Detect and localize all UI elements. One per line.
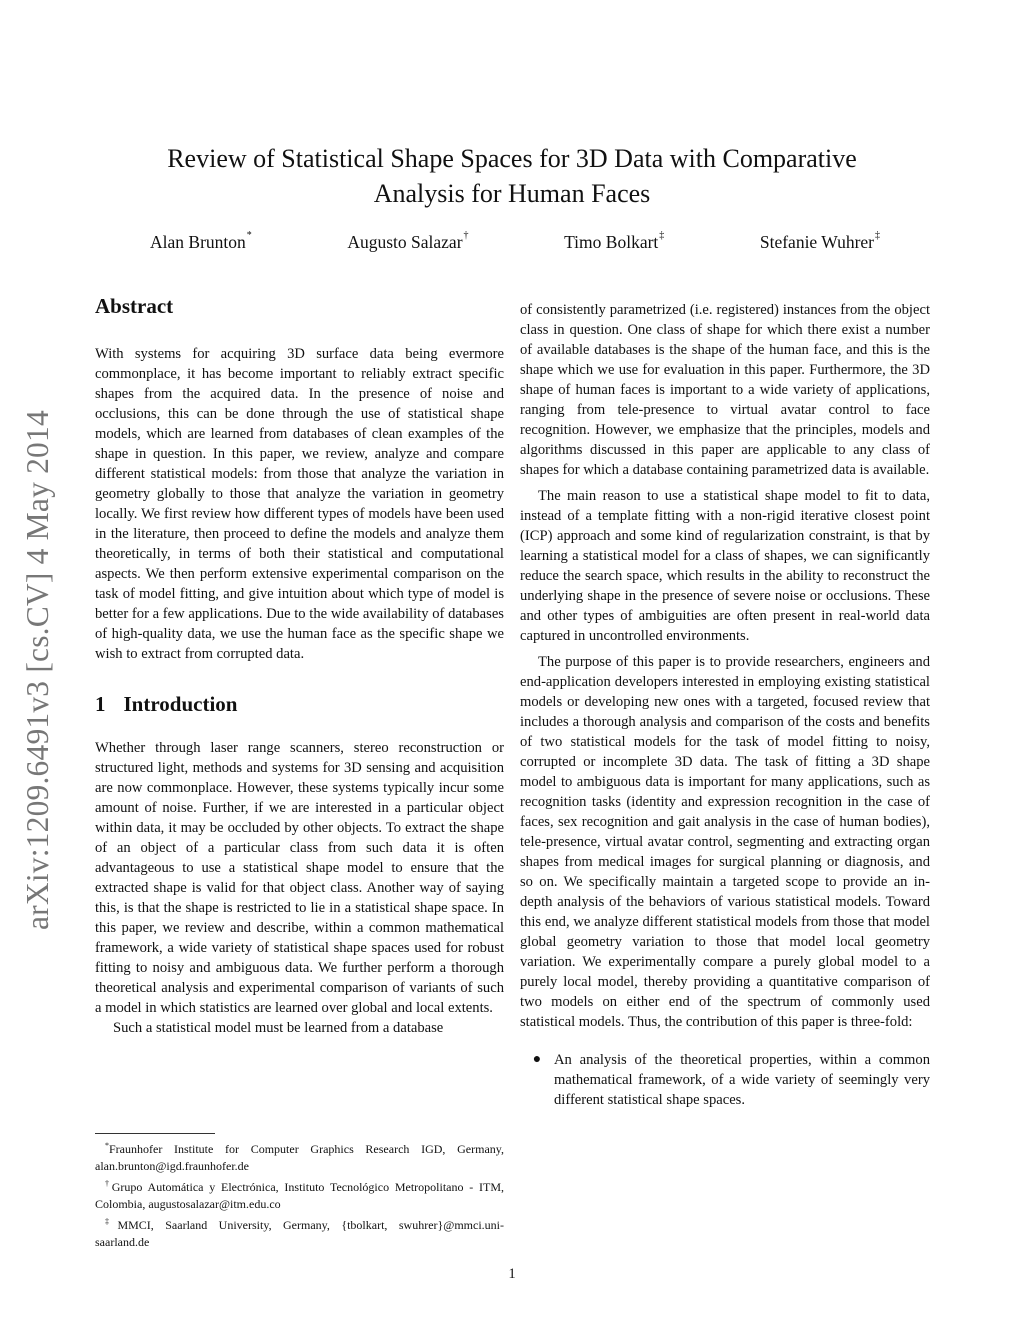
author: Timo Bolkart‡ [564,230,665,252]
footnote: *Fraunhofer Institute for Computer Graphics Research IGD, Germany, alan.brunton@igd.fraunhofer.de [95,1141,504,1173]
footnote: ‡MMCI, Saarland University, Germany, {tbolkart, swuhrer}@mmci.uni-saarland.de [95,1217,504,1249]
abstract-heading: Abstract [95,294,174,318]
author-list [150,232,880,253]
title-line-2: Analysis for Human Faces [373,179,651,208]
author: Alan Brunton* [150,230,252,252]
section-heading-introduction [95,690,504,718]
author: Stefanie Wuhrer‡ [759,230,880,252]
section-number: 1 [95,692,106,716]
footnotes [95,1133,504,1251]
left-column [95,292,504,1038]
footnote: †Grupo Automática y Electrónica, Instituto Tecnológico Metropolitano - ITM, Colombia, augustosalazar@itm.edu.co [95,1179,505,1211]
intro-paragraph-1: Whether through laser range scanners, stereo reconstruction or structured light, methods and systems for 3D sensing and acquisition are now commonplace. However, these systems typically incur some amount of noise. Further, if we are interested in a particular object within data, it may be occluded by other objects. To extract the shape of an object of a particular class from such data it is often advantageous to use a statistical shape model to ensure that the extracted shape is valid for that object class. Another way of saying this, is that the shape is restricted to lie in a statistical shape space. In this paper, we review and describe, within a common mathematical framework, a wide variety of statistical shape spaces used for robust fitting to noisy and ambiguous data. We further perform a thorough theoretical analysis and experimental comparison of variants of such a model in which statistics are learned over global and local extents. [95,740,504,1016]
intro-paragraph-2-continued: of consistently parametrized (i.e. registered) instances from the object class in question. One class of shape for which there exist a number of available databases is the shape of the human face, and this is the shape which we use for evaluation in this paper. Furthermore, the 3D shape of human faces is important to a wide variety of applications, ranging from tele-presence to virtual avatar control to face recognition. However, we emphasize that the principles, models and algorithms discussed in this paper are applicable to any class of shapes for which a database containing parametrized data is available. [520,302,930,478]
paper-title [90,141,934,211]
intro-paragraph-2-start: Such a statistical model must be learned from a database [113,1020,444,1036]
page-number: 1 [508,1266,516,1282]
intro-paragraph-3: The main reason to use a statistical shape model to fit to data, instead of a template fitting with a non-rigid iterative closest point (ICP) approach and some kind of regularization constraint, is that by learning a statistical model for a class of shapes, we can significantly reduce the search space, which results in the ability to reconstruct the underlying shape in the presence of severe noise or occlusions. These and other types of ambiguities are often present in real-world data captured in uncontrolled environments. [520,488,930,644]
list-item [520,1050,930,1110]
title-line-1: Review of Statistical Shape Spaces for 3D Data with Comparative [167,144,857,173]
bullet-text: An analysis of the theoretical properties, within a common mathematical framework, of a wide variety of seemingly very different statistical shape spaces. [554,1052,930,1108]
bullet-icon: ● [532,1052,542,1067]
abstract-text: With systems for acquiring 3D surface data being evermore commonplace, it has become important to reliably extract specific shapes from the acquired data. In the presence of noise and occlusions, this can be done through the use of statistical shape models, which are learned from databases of clean examples of the shape in question. In this paper, we review, analyze and compare different statistical models: from those that analyze the variation in geometry globally to those that analyze the variation in geometry locally. We first review how different types of models have been used in the literature, then proceed to define the models and analyze them theoretically, in terms of both their statistical and computational aspects. We then perform extensive experimental comparison on the task of model fitting, and give intuition about which type of model is better for a few applications. Due to the wide availability of databases of high-quality data, we use the human face as the specific shape we wish to extract from corrupted data. [95,346,504,662]
arxiv-stamp: arXiv:1209.6491v3 [cs.CV] 4 May 2014 [20,410,55,930]
footnote-rule [95,1133,215,1134]
author: Augusto Salazar† [347,230,469,252]
right-column [520,300,930,1110]
intro-paragraph-4: The purpose of this paper is to provide researchers, engineers and end-application developers interested in employing existing statistical models or developing new ones with a targeted, focused review that includes a thorough analysis and comparison of the costs and benefits of two statistical models for the task of model fitting to noisy, corrupted or incomplete 3D data. The task of fitting a 3D shape model to ambiguous data is important for many applications, such as recognition tasks (identity and expression recognition in the case of faces, sex recognition and gait analysis in the case of human bodies), tele-presence, virtual avatar control, segmenting and extracting organ shapes from medical images for surgical planning or diagnosis, and so on. We specifically maintain a targeted scope to provide an in-depth analysis of the behaviors of various statistical models. Toward this end, we analyze different statistical models from those that model global geometry variation to those that model local geometry variation. We experimentally compare a purely global model to a purely local model, thereby providing a quantitative comparison of two models on either end of the spectrum of commonly used statistical models. Thus, the contribution of this paper is three-fold: [520,654,930,1030]
section-title: Introduction [123,692,238,716]
